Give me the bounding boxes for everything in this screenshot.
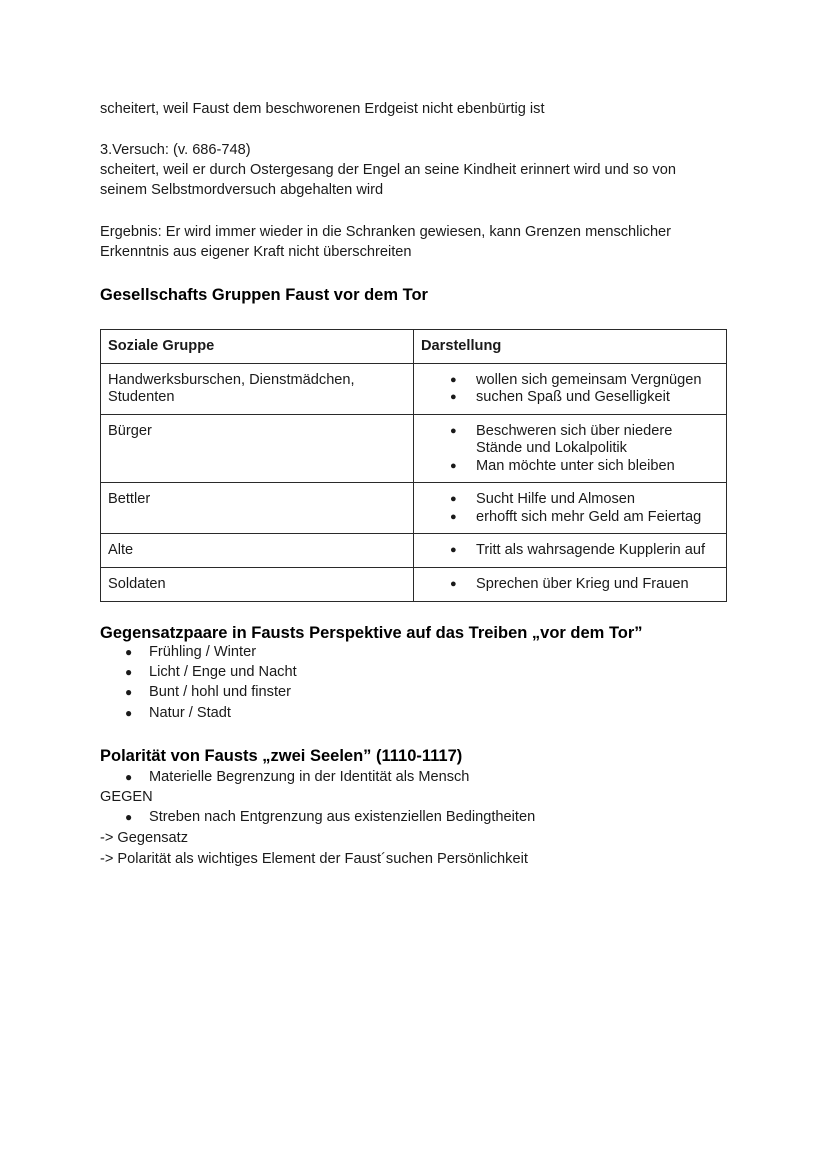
bullet-icon: ● xyxy=(125,770,133,784)
darstellung-list xyxy=(421,576,719,594)
column-header-group: Soziale Gruppe xyxy=(101,330,414,364)
group-name: Bürger xyxy=(108,422,152,439)
social-groups-table xyxy=(100,329,727,602)
list-item: ● Tritt als wahrsagende Kupplerin auf xyxy=(450,542,719,560)
list-item: ● wollen sich gemeinsam Vergnügen xyxy=(450,372,719,390)
darstellung-list xyxy=(421,423,719,476)
groups-heading: Gesellschafts Gruppen Faust vor dem Tor xyxy=(100,286,428,304)
conclusion-polaritaet: -> Polarität als wichtiges Element der Faust´suchen Persönlichkeit xyxy=(100,851,528,867)
bullet-icon: ● xyxy=(125,810,133,824)
group-name: Handwerksburschen, Dienstmädchen, Studenten xyxy=(108,371,355,405)
bullet-icon: ● xyxy=(125,645,133,659)
darstellung-cell xyxy=(414,483,727,534)
group-cell xyxy=(101,568,414,602)
darstellung-cell xyxy=(414,568,727,602)
ergebnis-text-line2: Erkenntnis aus eigener Kraft nicht überschreiten xyxy=(100,244,412,260)
group-cell xyxy=(101,483,414,534)
darstellung-list xyxy=(421,491,719,526)
versuch3-text-line2: seinem Selbstmordversuch abgehalten wird xyxy=(100,182,384,198)
list-item: ● Man möchte unter sich bleiben xyxy=(450,458,719,476)
darstellung-cell xyxy=(414,534,727,568)
gegen-label: GEGEN xyxy=(100,789,153,805)
erdgeist-result-text: scheitert, weil Faust dem beschworenen Erdgeist nicht ebenbürtig ist xyxy=(100,101,545,117)
darstellung-cell xyxy=(414,363,727,414)
table-row xyxy=(101,414,727,483)
list-item: ● Sucht Hilfe und Almosen xyxy=(450,491,719,509)
bullet-icon: ● xyxy=(125,706,133,720)
gegensatz-heading: Gegensatzpaare in Fausts Perspektive auf das Treiben „vor dem Tor” xyxy=(100,624,643,642)
group-name: Soldaten xyxy=(108,576,166,592)
group-cell xyxy=(101,534,414,568)
conclusion-gegensatz: -> Gegensatz xyxy=(100,830,189,846)
darstellung-cell xyxy=(414,414,727,483)
list-item: ● Beschweren sich über niedere Stände und Lokalpolitik xyxy=(450,423,686,458)
list-item: ● Sprechen über Krieg und Frauen xyxy=(450,576,719,594)
list-item: ● erhofft sich mehr Geld am Feiertag xyxy=(450,509,719,527)
table-header-row xyxy=(101,330,727,364)
bullet-icon: ● xyxy=(125,665,133,679)
versuch3-text-line1: scheitert, weil er durch Ostergesang der Engel an seine Kindheit erinnert wird und so von xyxy=(100,162,676,178)
list-item: ● suchen Spaß und Geselligkeit xyxy=(450,389,719,407)
table-row xyxy=(101,568,727,602)
darstellung-list xyxy=(421,372,719,407)
group-cell xyxy=(101,414,414,483)
bullet-icon: ● xyxy=(125,685,133,699)
table-row xyxy=(101,483,727,534)
table-row xyxy=(101,534,727,568)
ergebnis-text-line1: Ergebnis: Er wird immer wieder in die Schranken gewiesen, kann Grenzen menschlicher xyxy=(100,224,672,240)
group-cell xyxy=(101,363,414,414)
versuch3-title: 3.Versuch: (v. 686-748) xyxy=(100,142,251,158)
table-row xyxy=(101,363,727,414)
darstellung-list xyxy=(421,542,719,560)
group-name: Alte xyxy=(108,542,134,558)
polaritaet-heading: Polarität von Fausts „zwei Seelen” (1110-1117) xyxy=(100,747,463,765)
column-header-darstellung: Darstellung xyxy=(414,330,727,364)
group-name: Bettler xyxy=(108,491,151,507)
